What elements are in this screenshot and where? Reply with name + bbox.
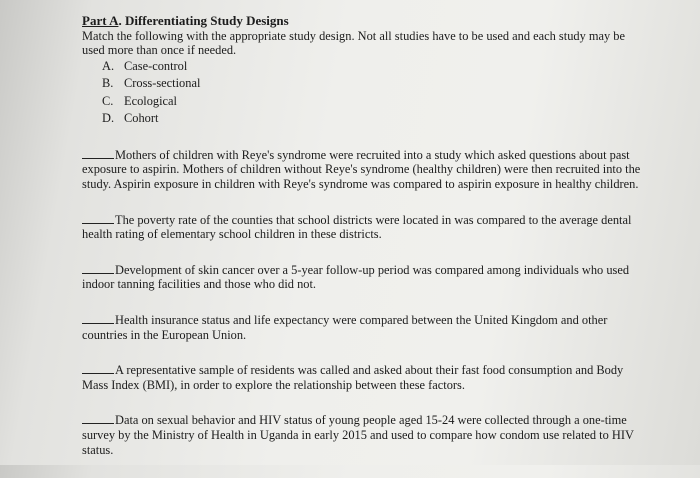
worksheet-page [82,14,652,478]
question-3 [82,263,642,292]
section-title [82,14,652,29]
answer-blank[interactable] [82,263,114,274]
option-b [102,75,652,93]
question-text: Mothers of children with Reye's syndrome were recruited into a study which asked questions about past exposure to aspirin. Mothers of children without Reye's syndrome (healthy children) were then recruited into the study. Aspirin exposure in children with Reye's syndrome was compared to aspirin exposure in healthy children. [82,147,641,191]
question-text: Data on sexual behavior and HIV status of young people aged 15-24 were collected through a one-time survey by the Ministry of Health in Uganda in early 2015 and used to compare how condom use related to HIV status. [82,413,634,457]
option-label: Case-control [124,58,188,73]
option-c [102,93,652,111]
answer-blank[interactable] [82,313,114,324]
option-label: Cohort [124,111,159,126]
question-6 [82,413,642,457]
option-a [102,58,652,76]
answer-blank[interactable] [82,363,114,374]
question-text: Health insurance status and life expectancy were compared between the United Kingdom and other countries in the European Union. [82,312,608,342]
option-d [102,110,652,128]
answer-blank[interactable] [82,148,114,159]
question-4 [82,313,642,342]
question-2 [82,213,642,242]
study-design-options [82,58,652,128]
title-text: . Differentiating Study Designs [118,13,289,28]
question-text: A representative sample of residents was called and asked about their fast food consumption and Body Mass Index (BMI), in order to explore the relationship between these factors. [82,363,624,392]
option-letter: D. [102,111,115,126]
option-letter: A. [102,58,115,73]
question-text: The poverty rate of the counties that school districts were located in was compared to the average dental health rating of elementary school children in these districts. [82,212,632,242]
question-1 [82,148,642,192]
option-letter: C. [102,93,114,108]
part-label: Part A [82,13,119,28]
option-letter: B. [102,76,114,91]
answer-blank[interactable] [82,413,114,424]
question-text: Development of skin cancer over a 5-year follow-up period was compared among individuals who used indoor tanning facilities and those who did not. [82,262,630,292]
option-label: Cross-sectional [124,76,201,91]
answer-blank[interactable] [82,213,114,224]
instructions: Match the following with the appropriate study design. Not all studies have to be used and each study may be used more than once if needed. [82,28,625,58]
option-label: Ecological [124,93,177,108]
question-5 [82,363,642,392]
